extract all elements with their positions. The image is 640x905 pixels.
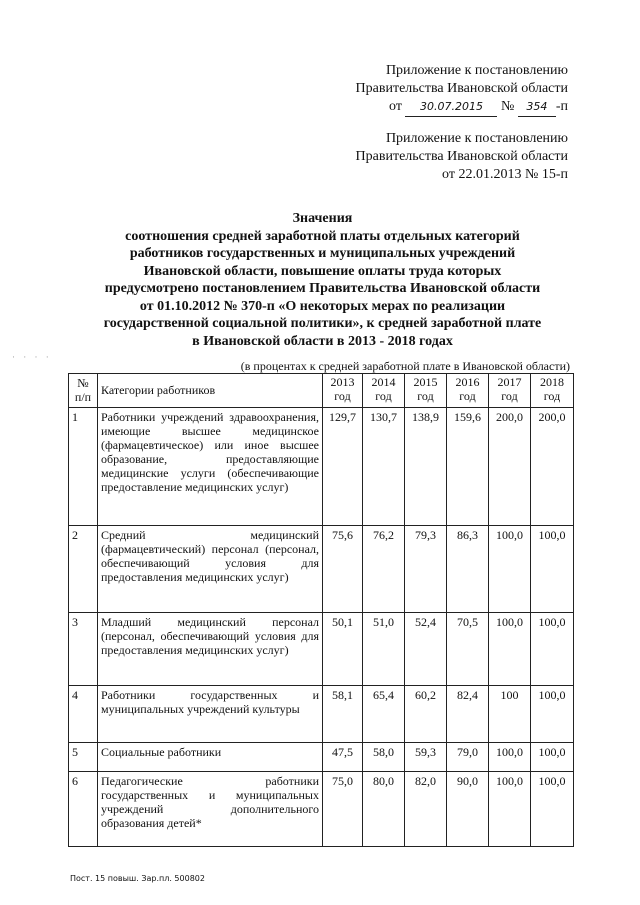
row-value: 70,5 [447, 613, 489, 686]
row-value: 200,0 [531, 408, 574, 526]
table-row [69, 526, 574, 613]
row-value: 79,0 [447, 743, 489, 772]
row-category: Работники государственных и муниципальных учреждений культуры [98, 686, 323, 743]
table-row [69, 408, 574, 526]
header-year: 2014 год [363, 374, 405, 408]
row-value: 59,3 [405, 743, 447, 772]
row-category: Младший медицинский персонал (персонал, обеспечивающий условия для предоставления медицинских услуг) [98, 613, 323, 686]
from-label: от [389, 99, 402, 114]
document-title [70, 210, 575, 350]
appendix-old-line3: от 22.01.2013 № 15-п [442, 167, 568, 182]
row-value: 82,4 [447, 686, 489, 743]
row-num: 2 [69, 526, 98, 613]
row-value: 80,0 [363, 772, 405, 847]
row-value: 90,0 [447, 772, 489, 847]
handwritten-number: 354 [518, 98, 556, 117]
row-category: Работники учреждений здравоохранения, имеющие высшее медицинское (фармацевтическое) или иное высшее образование, предоставляющие медицинские услуги (обеспечивающие предоставление медицинских услуг) [98, 408, 323, 526]
scan-artifact: · · · · [12, 352, 52, 362]
title-line6: от 01.10.2012 № 370-п «О некоторых мерах по реализации [139, 298, 506, 314]
header-category: Категории работников [98, 374, 323, 408]
handwritten-date: 30.07.2015 [405, 98, 497, 117]
row-value: 100,0 [531, 772, 574, 847]
unit-note: (в процентах к средней заработной плате в Ивановской области) [240, 359, 570, 373]
row-value: 58,1 [323, 686, 363, 743]
table-row [69, 686, 574, 743]
row-num: 1 [69, 408, 98, 526]
row-value: 130,7 [363, 408, 405, 526]
header-num: № п/п [69, 374, 98, 408]
table-row [69, 743, 574, 772]
row-value: 100,0 [489, 772, 531, 847]
table-header-row [69, 374, 574, 408]
title-line5: предусмотрено постановлением Правительства Ивановской области [104, 281, 541, 296]
header-year: 2013 год [323, 374, 363, 408]
number-label: № [500, 99, 515, 114]
row-value: 51,0 [363, 613, 405, 686]
table-row [69, 613, 574, 686]
appendix-new-line2: Правительства Ивановской области [355, 81, 568, 96]
row-value: 159,6 [447, 408, 489, 526]
row-value: 82,0 [405, 772, 447, 847]
row-category: Социальные работники [98, 743, 323, 772]
row-num: 6 [69, 772, 98, 847]
title-line4: Ивановской области, повышение оплаты труда которых [143, 263, 502, 279]
row-value: 138,9 [405, 408, 447, 526]
header-year: 2017 год [489, 374, 531, 408]
row-value: 50,1 [323, 613, 363, 686]
row-value: 100,0 [531, 743, 574, 772]
row-value: 129,7 [323, 408, 363, 526]
row-value: 47,5 [323, 743, 363, 772]
footer-note: Пост. 15 повыш. Зар.пл. 500802 [70, 874, 205, 883]
row-value: 75,0 [323, 772, 363, 847]
row-value: 100,0 [531, 526, 574, 613]
appendix-old-line2: Правительства Ивановской области [355, 149, 568, 164]
title-line3: работников государственных и муниципальных учреждений [129, 246, 516, 261]
title-line1: Значения [292, 211, 353, 226]
appendix-new-line3 [356, 98, 568, 117]
row-value: 86,3 [447, 526, 489, 613]
row-value: 100 [489, 686, 531, 743]
row-category: Средний медицинский (фармацевтический) персонал (персонал, обеспечивающий условия для предоставления медицинских услуг) [98, 526, 323, 613]
number-suffix: -п [555, 99, 568, 114]
row-value: 60,2 [405, 686, 447, 743]
title-line7: государственной социальной политики», к средней заработной плате [103, 316, 542, 331]
row-value: 100,0 [531, 613, 574, 686]
row-value: 76,2 [363, 526, 405, 613]
table-row [69, 772, 574, 847]
appendix-header-new [356, 62, 568, 117]
salary-ratio-table [68, 373, 574, 847]
row-category: Педагогические работники государственных и муниципальных учреждений дополнительного образования детей* [98, 772, 323, 847]
row-value: 58,0 [363, 743, 405, 772]
row-num: 3 [69, 613, 98, 686]
appendix-header-old [356, 130, 568, 184]
row-value: 79,3 [405, 526, 447, 613]
header-year: 2015 год [405, 374, 447, 408]
header-year: 2018 год [531, 374, 574, 408]
title-line8: в Ивановской области в 2013 - 2018 годах [192, 333, 453, 349]
row-value: 100,0 [489, 526, 531, 613]
row-num: 4 [69, 686, 98, 743]
row-value: 100,0 [531, 686, 574, 743]
row-value: 200,0 [489, 408, 531, 526]
row-value: 75,6 [323, 526, 363, 613]
row-value: 100,0 [489, 743, 531, 772]
row-value: 52,4 [405, 613, 447, 686]
appendix-new-line1: Приложение к постановлению [385, 63, 568, 78]
appendix-old-line1: Приложение к постановлению [385, 131, 568, 146]
title-line2: соотношения средней заработной платы отдельных категорий [125, 228, 520, 244]
row-value: 100,0 [489, 613, 531, 686]
header-year: 2016 год [447, 374, 489, 408]
row-value: 65,4 [363, 686, 405, 743]
row-num: 5 [69, 743, 98, 772]
